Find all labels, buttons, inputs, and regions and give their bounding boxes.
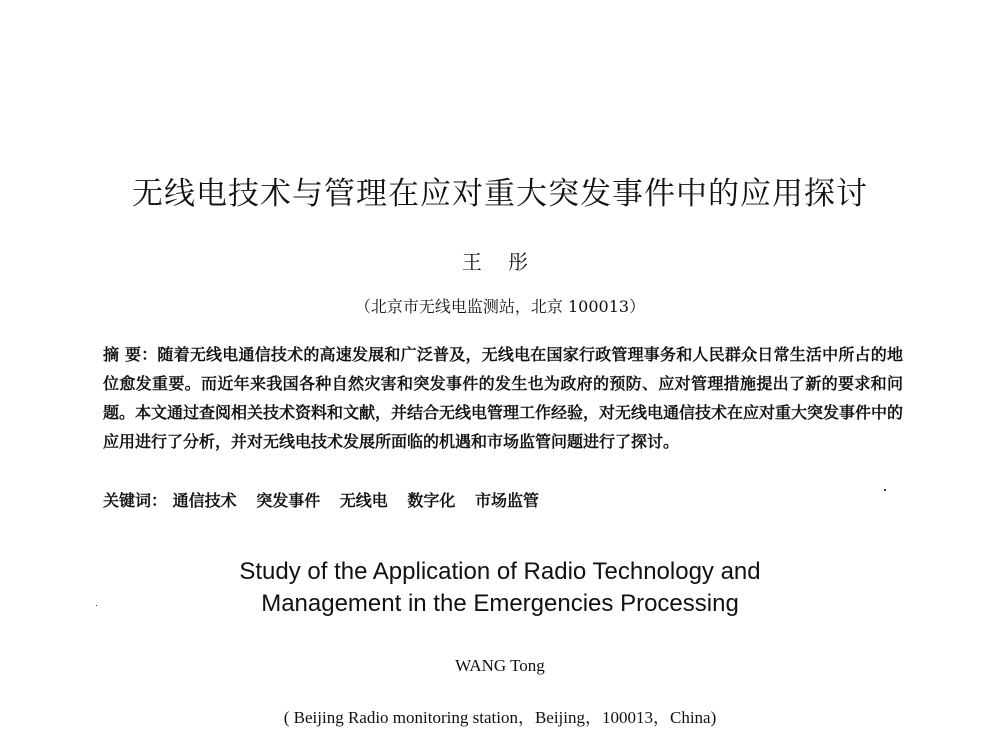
keyword: 无线电 [339,491,388,510]
chinese-author: 王 彤 [461,250,539,274]
keyword: 突发事件 [256,491,321,510]
keyword: 通信技术 [172,491,237,510]
scan-speck [96,605,97,606]
chinese-affiliation: （北京市无线电监测站，北京 100013） [354,297,646,316]
english-title [0,556,1000,620]
scan-speck [884,489,886,491]
english-affiliation: ( Beijing Radio monitoring station，Beijing，100013，China) [283,708,717,727]
chinese-title: 无线电技术与管理在应对重大突发事件中的应用探讨 [132,176,868,212]
chinese-keywords [103,486,903,515]
abstract-text: 随着无线电通信技术的高速发展和广泛普及，无线电在国家行政管理事务和人民群众日常生活中所占的地位愈发重要。而近年来我国各种自然灾害和突发事件的发生也为政府的预防、应对管理措施提出了新的要求和问题。本文通过查阅相关技术资料和文献，并结合无线电管理工作经验，对无线电通信技术在应对重大突发事件中的应用进行了分析，并对无线电技术发展所面临的机遇和市场监管问题进行了探讨。 [103,345,904,451]
keyword: 市场监管 [474,491,539,510]
keyword: 数字化 [407,491,456,510]
abstract-label: 摘 要： [103,345,158,364]
english-author: WANG Tong [455,656,545,675]
keywords-label: 关键词： [103,491,168,510]
english-title-line-2: Management in the Emergencies Processing [261,590,739,617]
english-title-line-1: Study of the Application of Radio Technology and [239,558,761,585]
chinese-abstract [103,340,903,456]
